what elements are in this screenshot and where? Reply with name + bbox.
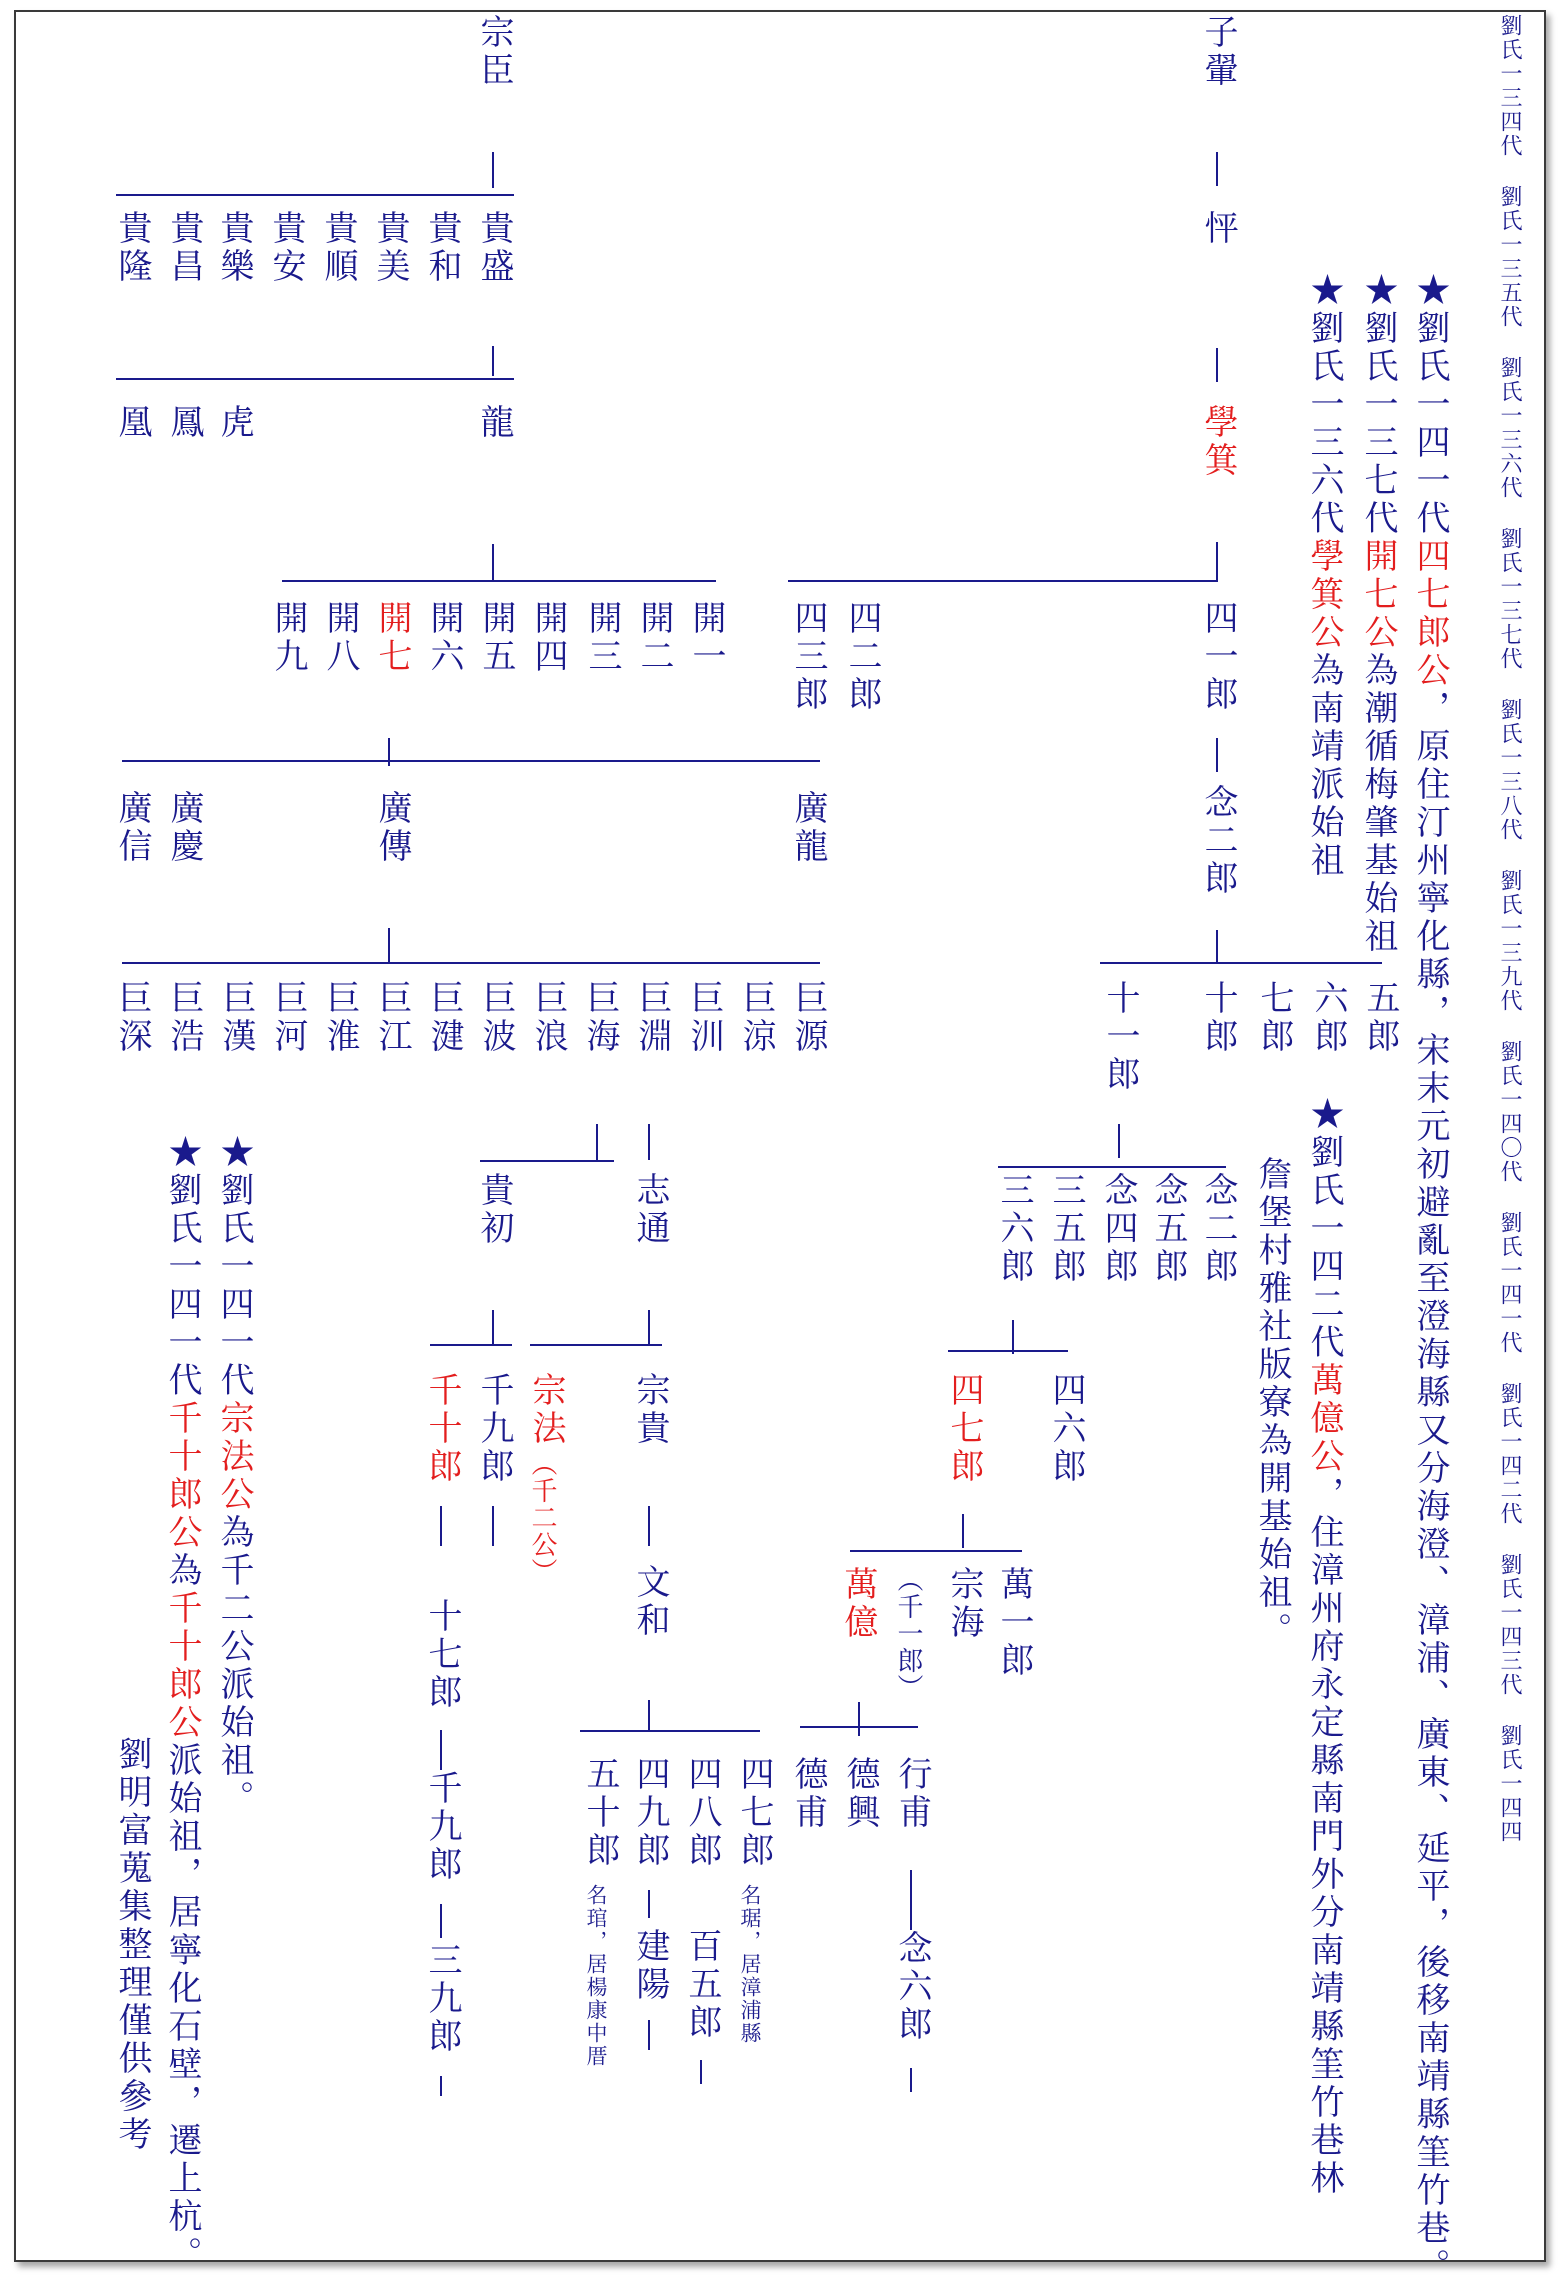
person-hu: 虎 — [214, 404, 254, 442]
connector — [1216, 542, 1218, 580]
connector — [962, 1514, 964, 1548]
branch-line — [530, 1344, 662, 1346]
branch-line — [122, 760, 820, 762]
connector — [648, 1700, 650, 1730]
person-ju-han: 巨漢 — [216, 980, 256, 1056]
person-ju-jiang: 巨江 — [372, 980, 412, 1056]
connector — [1216, 930, 1218, 964]
person-de-fu: 德甫 — [788, 1756, 828, 1832]
branch-line — [788, 580, 1218, 582]
person-jian-yang: 建陽 — [630, 1928, 670, 2004]
branch-line — [116, 194, 514, 196]
person-shi-lang: 十郎 — [1198, 980, 1238, 1056]
person-ju-hao: 巨浩 — [164, 980, 204, 1056]
person-si-san-lang: 四三郎 — [788, 600, 828, 714]
branch-line — [850, 1550, 1022, 1552]
connector — [492, 1506, 494, 1546]
person-nian-wu-lang: 念五郎 — [1148, 1172, 1188, 1286]
person-long: 龍 — [474, 404, 514, 442]
person-gui-he: 貴和 — [422, 210, 462, 286]
person-san-jiu-lang: 三九郎 — [422, 1942, 462, 2056]
person-zong-fa: 宗法 — [526, 1372, 566, 1448]
connector — [596, 1124, 598, 1160]
person-qi-lang: 七郎 — [1254, 980, 1294, 1056]
person-wan-yi-lang: 萬一郎 — [994, 1566, 1034, 1680]
person-kai-6: 開六 — [424, 600, 464, 676]
connector — [492, 544, 494, 580]
person-ju-yuan: 巨源 — [788, 980, 828, 1056]
branch-line — [430, 1344, 512, 1346]
connector — [910, 1870, 912, 1930]
person-kai-4: 開四 — [528, 600, 568, 676]
connector — [700, 2060, 702, 2084]
person-guang-xin: 廣信 — [112, 790, 152, 866]
connector — [1012, 1320, 1014, 1354]
connector — [492, 152, 494, 188]
person-san-wu-lang: 三五郎 — [1046, 1172, 1086, 1286]
branch-line — [116, 378, 514, 380]
connector — [1118, 1124, 1120, 1158]
person-kai-1: 開一 — [686, 600, 726, 676]
branch-line — [282, 580, 716, 582]
connector — [648, 1124, 650, 1160]
person-si-qi-lang: 四七郎 — [944, 1372, 984, 1486]
branch-line — [480, 1160, 614, 1162]
connector — [388, 928, 390, 962]
person-gui-sheng: 貴盛 — [474, 210, 514, 286]
branch-line — [580, 1730, 760, 1732]
note-141-zong-fa: ★劉氏一四一代宗法公為千二公派始祖。 — [214, 1134, 254, 1818]
connector — [648, 1506, 650, 1546]
note-136-xue-ji: ★劉氏一三六代學箕公為南靖派始祖 — [1304, 272, 1344, 880]
branch-line — [122, 962, 820, 964]
person-si-ba-lang: 四八郎 — [682, 1756, 722, 1870]
connector — [1216, 348, 1218, 382]
person-gui-chang: 貴昌 — [164, 210, 204, 286]
person-xue-ji: 學箕 — [1198, 404, 1238, 480]
connector — [648, 2020, 650, 2050]
person-qian-jiu-lang-b: 千九郎 — [422, 1770, 462, 1884]
connector — [440, 2076, 442, 2096]
person-gui-le: 貴樂 — [214, 210, 254, 286]
person-ju-jian: 巨湕 — [424, 980, 464, 1056]
person-feng: 鳳 — [164, 404, 204, 442]
person-zong-hai: 宗海 — [944, 1566, 984, 1642]
person-wan-yi: 萬億 — [838, 1566, 878, 1642]
person-ju-huai: 巨淮 — [320, 980, 360, 1056]
branch-line — [800, 1726, 918, 1728]
generation-sidebar: 劉氏一三四代 劉氏一三五代 劉氏一三六代 劉氏一三七代 劉氏一三八代 劉氏一三九代 劉氏一四〇代 劉氏一四一代 劉氏一四二代 劉氏一四三代 劉氏一四四 — [1497, 14, 1522, 1844]
person-zi-hui: 子翬 — [1198, 14, 1238, 90]
person-nian-si-lang: 念四郎 — [1098, 1172, 1138, 1286]
person-kai-9: 開九 — [268, 600, 308, 676]
person-kai-5: 開五 — [476, 600, 516, 676]
person-kai-7: 開七 — [372, 600, 412, 676]
connector — [440, 1904, 442, 1938]
person-si-jiu-lang: 四九郎 — [630, 1756, 670, 1870]
compiler-credit: 劉明富蒐集整理僅供參考 — [112, 1736, 152, 2154]
person-gui-an: 貴安 — [266, 210, 306, 286]
connector — [648, 1310, 650, 1344]
note-142-wan-yi: ★劉氏一四二代萬億公，住漳州府永定縣南門外分南靖縣筀竹巷林 — [1304, 1096, 1344, 2198]
person-gui-mei: 貴美 — [370, 210, 410, 286]
connector — [648, 1890, 650, 1918]
connector — [910, 2068, 912, 2092]
note-142-wan-yi-cont: 詹堡村雅社版寮為開基始祖。 — [1252, 1156, 1292, 1650]
person-huang: 凰 — [112, 404, 152, 442]
person-guang-qing: 廣慶 — [164, 790, 204, 866]
person-guang-chuan: 廣傳 — [372, 790, 412, 866]
note-141-qian-shi-lang: ★劉氏一四一代千十郎公為千十郎公派始祖，居寧化石壁，遷上杭。 — [162, 1134, 202, 2274]
person-ju-chuan: 巨汌 — [684, 980, 724, 1056]
connector — [492, 346, 494, 376]
person-gui-chu: 貴初 — [474, 1172, 514, 1248]
person-shi-yi-lang: 十一郎 — [1100, 980, 1140, 1094]
person-zong-chen: 宗臣 — [474, 14, 514, 90]
person-bai-wu-lang: 百五郎 — [682, 1928, 722, 2042]
person-gui-long: 貴隆 — [112, 210, 152, 286]
person-kai-2: 開二 — [634, 600, 674, 676]
person-san-liu-lang: 三六郎 — [994, 1172, 1034, 1286]
person-si-qi-lang-left: 四七郎 — [734, 1756, 774, 1870]
connector — [1216, 152, 1218, 186]
person-wen-he: 文和 — [630, 1564, 670, 1640]
person-shi-qi-lang: 十七郎 — [422, 1598, 462, 1712]
person-qian-shi-lang: 千十郎 — [422, 1372, 462, 1486]
note-141-si-qi-lang: ★劉氏一四一代四七郎公，原住汀州寧化縣，宋末元初避亂至澄海縣又分海澄、漳浦、廣東、延平，後移南靖縣筀竹巷。 — [1410, 272, 1450, 2286]
note-ming-ju: 名琚，居漳浦縣 — [738, 1884, 762, 2045]
person-qian-jiu-lang: 千九郎 — [474, 1372, 514, 1486]
person-zong-gui: 宗貴 — [630, 1372, 670, 1448]
connector — [492, 1310, 494, 1344]
connector — [440, 1506, 442, 1546]
note-ming-guan: 名琯，居楊康中厝 — [584, 1884, 608, 2068]
person-ju-yuan-b: 巨淵 — [632, 980, 672, 1056]
person-ju-lang: 巨浪 — [528, 980, 568, 1056]
person-ju-he: 巨河 — [268, 980, 308, 1056]
person-de-xing: 德興 — [840, 1756, 880, 1832]
connector — [440, 1730, 442, 1770]
person-qian-yi-lang: （千一郎） — [893, 1566, 923, 1701]
person-si-er-lang: 四二郎 — [842, 600, 882, 714]
person-wu-shi-lang: 五十郎 — [580, 1756, 620, 1870]
branch-line — [1100, 962, 1382, 964]
connector — [858, 1702, 860, 1736]
person-si-yi-lang: 四一郎 — [1198, 600, 1238, 714]
person-wu-lang: 五郎 — [1360, 980, 1400, 1056]
person-nian-liu-lang: 念六郎 — [892, 1930, 932, 2044]
person-kai-8: 開八 — [320, 600, 360, 676]
person-ju-bo: 巨波 — [476, 980, 516, 1056]
person-zhi-tong: 志通 — [630, 1172, 670, 1248]
person-xing-fu: 行甫 — [892, 1756, 932, 1832]
branch-line — [948, 1350, 1068, 1352]
person-qian-er-gong: （千二公） — [527, 1450, 557, 1585]
person-liu-lang: 六郎 — [1308, 980, 1348, 1056]
person-ju-hai: 巨海 — [580, 980, 620, 1056]
connector — [1216, 738, 1218, 772]
person-ju-liang: 巨涼 — [736, 980, 776, 1056]
person-ping: 怦 — [1198, 210, 1238, 248]
person-guang-long: 廣龍 — [788, 790, 828, 866]
note-137-kai-qi: ★劉氏一三七代開七公為潮循梅肇基始祖 — [1358, 272, 1398, 956]
person-kai-3: 開三 — [582, 600, 622, 676]
person-nian-er-lang-b: 念二郎 — [1198, 1172, 1238, 1286]
person-gui-shun: 貴順 — [318, 210, 358, 286]
person-nian-er-lang: 念二郎 — [1198, 784, 1238, 898]
branch-line — [998, 1166, 1226, 1168]
person-ju-shen: 巨深 — [112, 980, 152, 1056]
person-si-liu-lang: 四六郎 — [1046, 1372, 1086, 1486]
